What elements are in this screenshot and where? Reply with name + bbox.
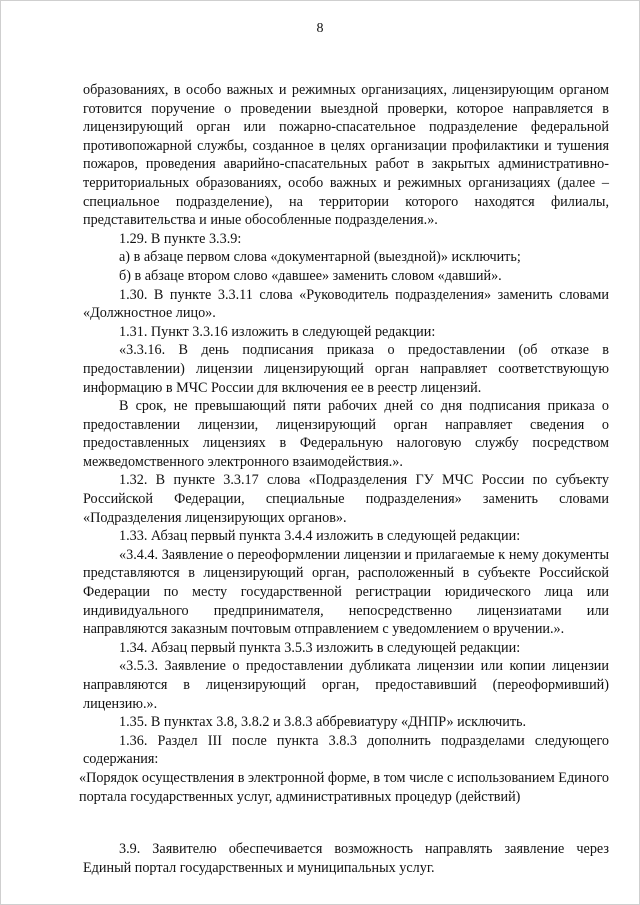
quote-3-4-4: «3.4.4. Заявление о переоформлении лицензии и прилагаемые к нему документы представляются в лицензирующий орган, расположенный в субъекте Российской Федерации по месту государственной регистрации юридического лица или индивидуального предпринимателя, непосредственно лицензиатами или направляются заказным почтовым отправлением с уведомлением о вручении.».: [83, 546, 609, 638]
document-body: [79, 81, 609, 877]
paragraph-continuation: образованиях, в особо важных и режимных организациях, лицензирующим органом готовится поручение о проведении выездной проверки, которое направляется в лицензирующий орган или пожарно-спасательное подразделение федеральной противопожарной службы, созданное в целях организации профилактики и тушения пожаров, проведения аварийно-спасательных работ в закрытых административно-территориальных образованиях, особо важных и режимных организациях (далее – специальное подразделение), на территории которого находятся филиалы, представительства и иные обособленные подразделения.».: [83, 82, 609, 229]
item-1-31: 1.31. Пункт 3.3.16 изложить в следующей редакции:: [119, 323, 436, 340]
paragraph-gap: [83, 806, 609, 840]
item-1-36: 1.36. Раздел III после пункта 3.8.3 дополнить подразделами следующего содержания:: [83, 732, 609, 768]
item-1-35: 1.35. В пунктах 3.8, 3.8.2 и 3.8.3 аббревиатуру «ДНПР» исключить.: [119, 714, 527, 731]
quote-3-5-3: «3.5.3. Заявление о предоставлении дубликата лицензии или копии лицензии направляются в лицензирующий орган, предоставивший (переоформивший) лицензию.».: [83, 658, 609, 712]
item-1-34: 1.34. Абзац первый пункта 3.5.3 изложить в следующей редакции:: [119, 639, 521, 656]
item-1-29-b: б) в абзаце втором слово «давшее» заменить словом «давший».: [119, 267, 502, 284]
quote-3-3-16: «3.3.16. В день подписания приказа о предоставлении (об отказе в предоставлении) лицензии лицензирующий орган направляет соответствующую информацию в МЧС России для включения ее в реестр лицензий.: [83, 342, 609, 396]
item-1-32: 1.32. В пункте 3.3.17 слова «Подразделения ГУ МЧС России по субъекту Российской Федерации, специальные подразделения» заменить словами «Подразделения лицензирующих органов».: [83, 472, 609, 526]
page-number: 8: [316, 21, 324, 36]
item-1-29: 1.29. В пункте 3.3.9:: [119, 230, 242, 247]
item-3-9: 3.9. Заявителю обеспечивается возможность направлять заявление через Единый портал государственных и муниципальных услуг.: [83, 841, 609, 876]
item-1-33: 1.33. Абзац первый пункта 3.4.4 изложить в следующей редакции:: [119, 528, 521, 545]
item-1-29-a: а) в абзаце первом слова «документарной (выездной)» исключить;: [119, 249, 521, 266]
quote-3-3-16-continued: В срок, не превышающий пяти рабочих дней со дня подписания приказа о предоставлении лицензии, лицензирующий орган направляет сведения о предоставленных лицензиях в Федеральную налоговую службу посредством межведомственного электронного взаимодействия.».: [83, 398, 609, 470]
item-1-30: 1.30. В пункте 3.3.11 слова «Руководитель подразделения» заменить словами «Должностное лицо».: [83, 286, 609, 322]
section-heading-quote: «Порядок осуществления в электронной форме, в том числе с использованием Единого портала государственных услуг, административных процедур (действий): [79, 769, 609, 805]
